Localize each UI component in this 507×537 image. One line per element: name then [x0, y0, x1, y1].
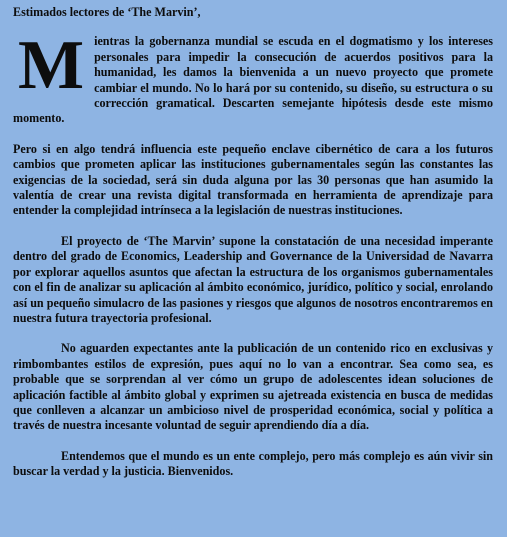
paragraph-2: Pero si en algo tendrá influencia este pequeño enclave cibernético de cara a los futuros cambios que prometen aplicar las instituciones gubernamentales según las constantes las exigencias de la sociedad, será sin duda alguna por las 30 personas que han asumido la valentía de crear una revista digital transformada en herramienta de aprendizaje para entender la complejidad intrínseca a la legislación de nuestras instituciones.: [13, 141, 493, 218]
paragraph-1-text: ientras la gobernanza mundial se escuda en el dogmatismo y los intereses personales para impedir la consecución de acuerdos positivos para la humanidad, les damos la bienvenida a un nuevo proyecto que promete cambiar el mundo. No lo hará por su contenido, su diseño, su estructura o su corrección gramatical. Descarten semejante hipótesis desde este mismo momento.: [13, 34, 493, 126]
paragraph-1: [13, 27, 493, 126]
drop-cap: M: [18, 27, 85, 105]
paragraph-3: El proyecto de ‘The Marvin’ supone la constatación de una necesidad imperante dentro del grado de Economics, Leadership and Governance de la Universidad de Navarra por explorar aquellos asuntos que afectan la estructura de los organismos gubernamentales con el fin de analizar su aplicación al ámbito económico, jurídico, político y social, enrolando así un pequeño simulacro de las pasiones y riesgos que algunos de nosotros encontraremos en nuestra futura trayectoria profesional.: [13, 233, 493, 325]
paragraph-5: Entendemos que el mundo es un ente complejo, pero más complejo es aún vivir sin buscar la verdad y la justicia. Bienvenidos.: [13, 448, 493, 479]
salutation: Estimados lectores de ‘The Marvin’,: [13, 5, 201, 19]
paragraph-4: No aguarden expectantes ante la publicación de un contenido rico en exclusivas y rimbombantes estilos de expresión, pues aquí no lo van a encontrar. Sea como sea, es probable que se sorprendan al ver cómo un grupo de adolescentes idean soluciones de aplicación factible al ámbito global y exprimen su ajetreada existencia en busca de medidas que conlleven a alcanzar un ambicioso nivel de prosperidad económica, social y política a través de nuestra incesante voluntad de seguir aprendiendo día a día.: [13, 341, 493, 433]
